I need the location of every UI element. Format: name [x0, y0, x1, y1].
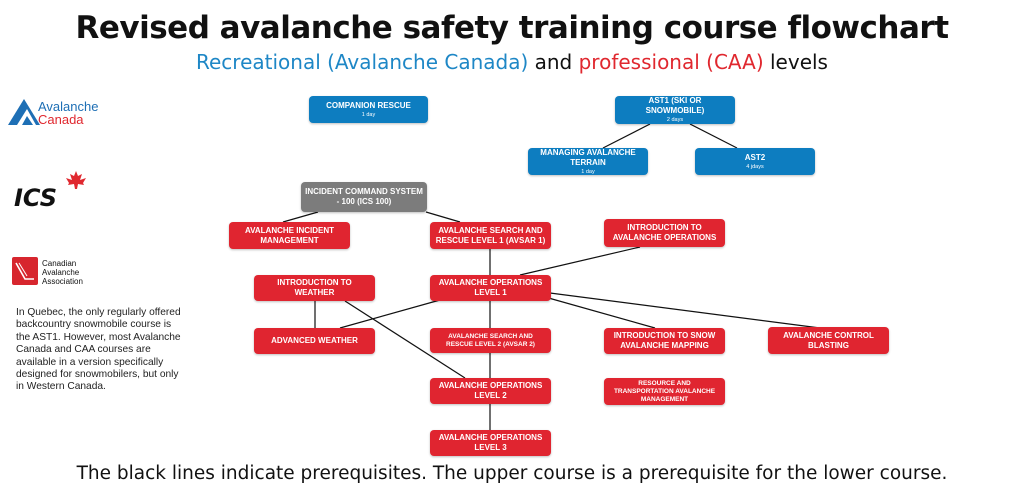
course-advanced-weather: ADVANCED WEATHER	[254, 328, 375, 354]
avalanche-canada-logo	[8, 97, 40, 125]
footer-caption: The black lines indicate prerequisites. The upper course is a prerequisite for the lower course.	[76, 463, 948, 484]
course-ics-100: INCIDENT COMMAND SYSTEM - 100 (ICS 100)	[301, 182, 427, 212]
course-ast1: AST1 (SKI OR SNOWMOBILE) 2 days	[615, 96, 735, 124]
line-ast1-ast2	[690, 124, 737, 148]
caa-logo-text: Canadian Avalanche Association	[42, 259, 83, 286]
line-ics-avsar1	[426, 212, 460, 222]
avalanche-canada-name: Avalanche Canada	[38, 99, 99, 127]
caa-logo-icon	[12, 257, 38, 285]
subtitle-recreational: Recreational (Avalanche Canada)	[196, 50, 529, 74]
course-intro-weather: INTRODUCTION TO WEATHER	[254, 275, 375, 301]
course-intro-avalanche-operations: INTRODUCTION TO AVALANCHE OPERATIONS	[604, 219, 725, 247]
subtitle-levels: levels	[763, 50, 828, 74]
line-ops1-control-blasting	[550, 293, 820, 328]
course-resource-transportation-management: RESOURCE AND TRANSPORTATION AVALANCHE MANAGEMENT	[604, 378, 725, 405]
course-avsar-2: AVALANCHE SEARCH AND RESCUE LEVEL 2 (AVSAR 2)	[430, 328, 551, 353]
course-ast2: AST2 4 jdays	[695, 148, 815, 175]
course-avalanche-incident-management: AVALANCHE INCIDENT MANAGEMENT	[229, 222, 350, 249]
line-intro-ops-ops1	[520, 247, 640, 275]
course-ops-level-2: AVALANCHE OPERATIONS LEVEL 2	[430, 378, 551, 404]
line-ast1-managing-terrain	[603, 124, 650, 148]
line-ics-incident-mgmt	[283, 212, 318, 222]
quebec-note: In Quebec, the only regularly offered backcountry snowmobile course is the AST1. However, most Avalanche Canada and CAA courses are available in a version specifically designed for snowmobilers, but only in Western Canada.	[16, 307, 181, 393]
maple-leaf-icon	[64, 170, 88, 190]
course-avalanche-control-blasting: AVALANCHE CONTROL BLASTING	[768, 327, 889, 354]
page-title: Revised avalanche safety training course flowchart	[75, 10, 949, 46]
course-avsar-1: AVALANCHE SEARCH AND RESCUE LEVEL 1 (AVSAR 1)	[430, 222, 551, 249]
subtitle-professional: professional (CAA)	[578, 50, 764, 74]
ics-logo-text: ICS	[14, 184, 57, 212]
line-ops1-adv-weather	[340, 300, 440, 328]
course-intro-snow-avalanche-mapping: INTRODUCTION TO SNOW AVALANCHE MAPPING	[604, 328, 725, 354]
line-ops1-snow-mapping	[545, 297, 655, 328]
subtitle-and: and	[528, 50, 579, 74]
course-ops-level-1: AVALANCHE OPERATIONS LEVEL 1	[430, 275, 551, 301]
course-managing-avalanche-terrain: MANAGING AVALANCHE TERRAIN 1 day	[528, 148, 648, 175]
course-companion-rescue: COMPANION RESCUE 1 day	[309, 96, 428, 123]
course-ops-level-3: AVALANCHE OPERATIONS LEVEL 3	[430, 430, 551, 456]
